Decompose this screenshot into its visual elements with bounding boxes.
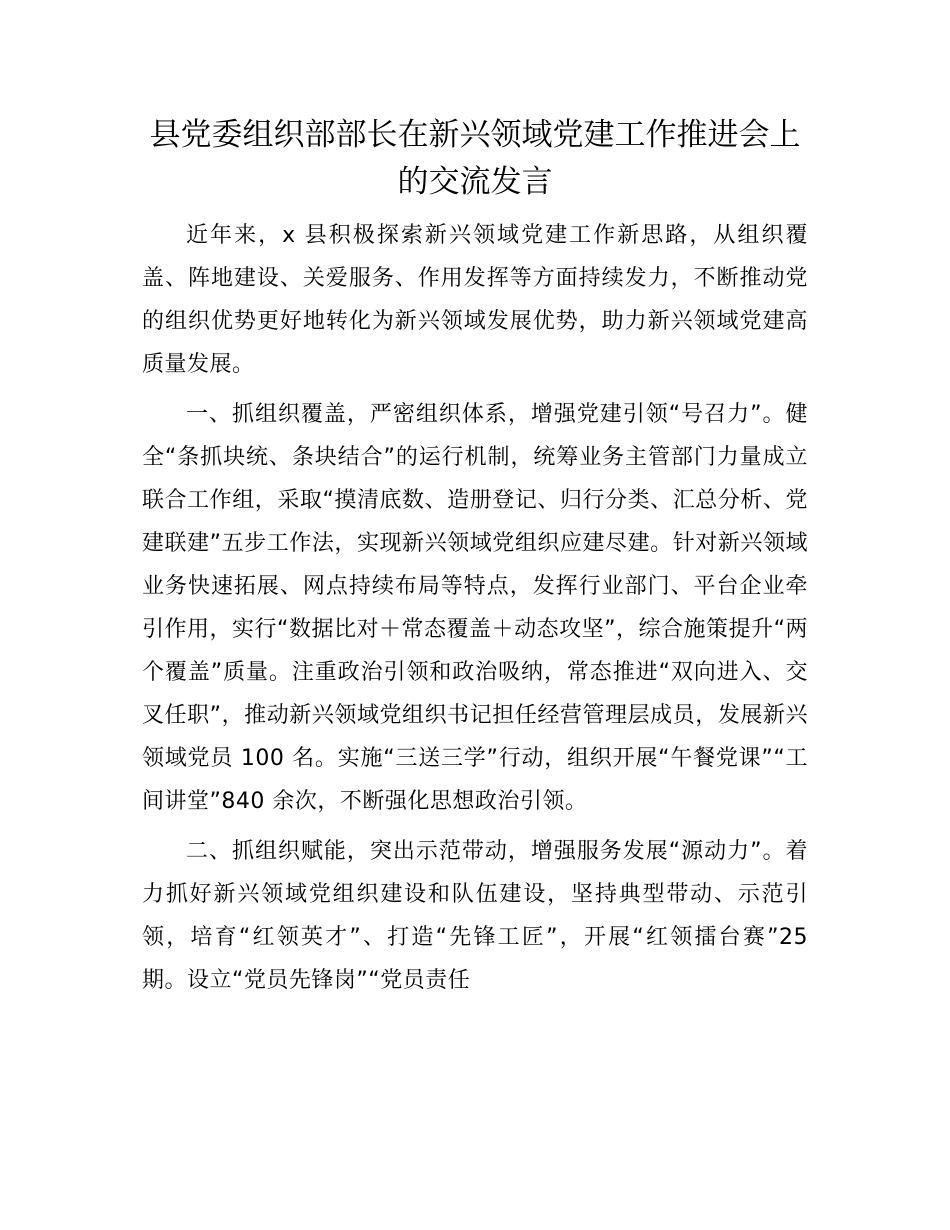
- paragraph-intro: 近年来，x 县积极探索新兴领域党建工作新思路，从组织覆盖、阵地建设、关爱服务、作用发挥等方面持续发力，不断推动党的组织优势更好地转化为新兴领域发展优势，助力新兴领域党建高质量发展。: [142, 223, 808, 377]
- paragraph-section-two: 二、抓组织赋能，突出示范带动，增强服务发展“源动力”。着力抓好新兴领域党组织建设和队伍建设，坚持典型带动、示范引领，培育“红领英才”、打造“先锋工匠”，开展“红领擂台赛”25 期。设立“党员先锋岗”“党员责任: [142, 839, 809, 993]
- document-title: 县党委组织部部长在新兴领域党建工作推进会上的交流发言: [149, 117, 801, 200]
- paragraph-section-one: 一、抓组织覆盖，严密组织体系，增强党建引领“号召力”。健全“条抓块统、条块结合”的运行机制，统筹业务主管部门力量成立联合工作组，采取“摸清底数、造册登记、归行分类、汇总分析、党建联建”五步工作法，实现新兴领域党组织应建尽建。针对新兴领域业务快速拓展、网点持续布局等特点，发挥行业部门、平台企业牵引作用，实行“数据比对＋常态覆盖＋动态攻坚”，综合施策提升“两个覆盖”质量。注重政治引领和政治吸纳，常态推进“双向进入、交叉任职”，推动新兴领域党组织书记担任经营管理层成员，发展新兴领域党员 100 名。实施“三送三学”行动，组织开展“午餐党课”“工间讲堂”840 余次，不断强化思想政治引领。: [142, 402, 809, 814]
- document-body: [142, 214, 808, 1009]
